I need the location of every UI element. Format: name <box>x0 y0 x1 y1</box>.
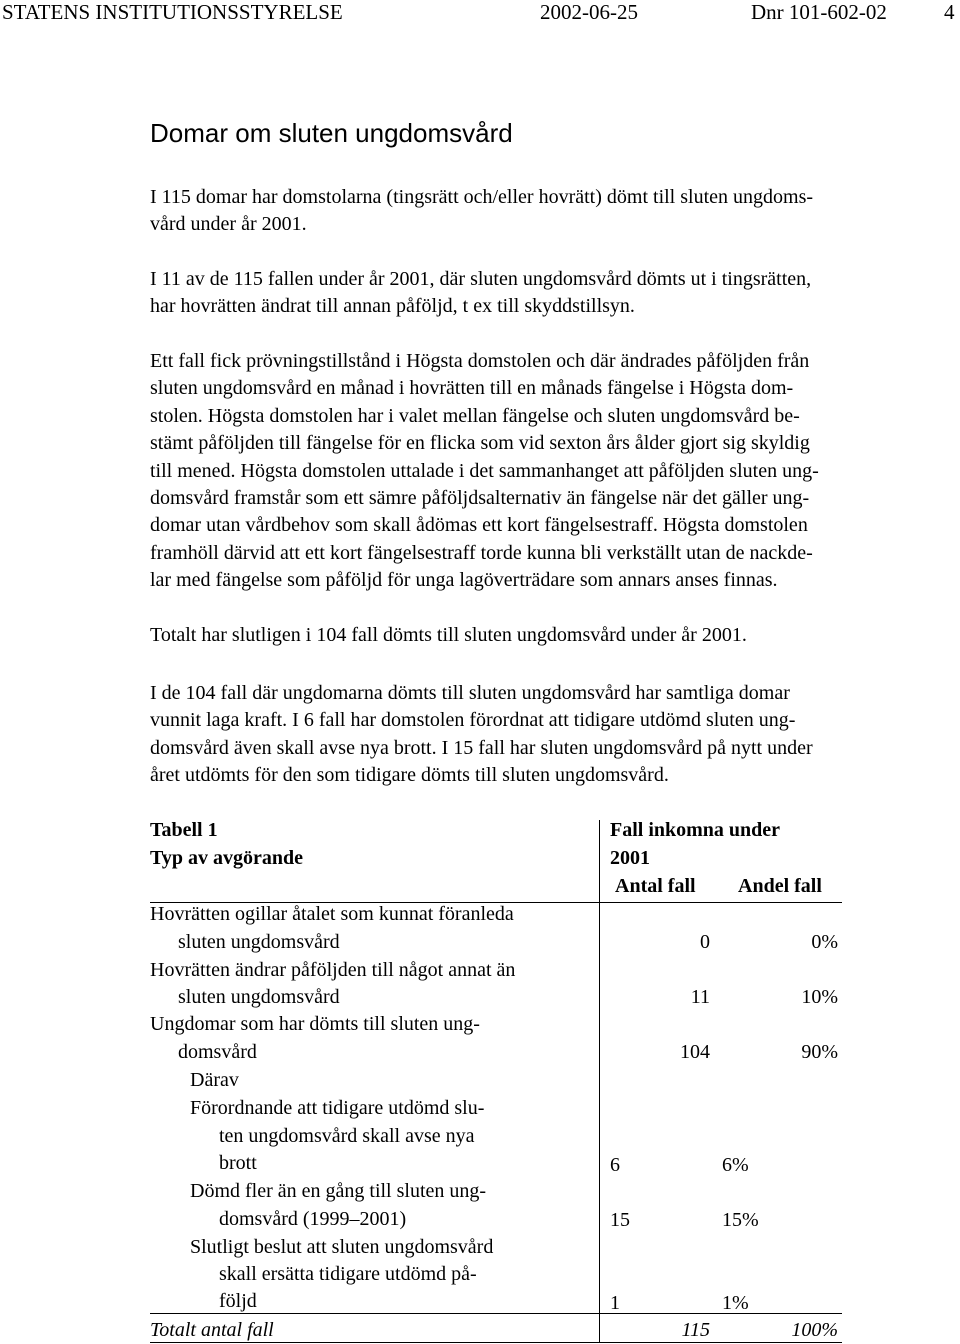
paragraph-line: stolen. Högsta domstolen har i valet mellan fängelse och sluten ungdomsvård be- <box>150 404 800 427</box>
header-date: 2002-06-25 <box>540 0 638 24</box>
table-row-label: skall ersätta tidigare utdömd på- <box>219 1263 477 1285</box>
table-row-label: sluten ungdomsvård <box>178 986 340 1008</box>
page-header <box>0 0 960 24</box>
table-group-header-year: 2001 <box>610 847 650 869</box>
paragraph-line: I de 104 fall där ungdomarna dömts till sluten ungdomsvård har samtliga domar <box>150 682 790 704</box>
paragraph-line: har hovrätten ändrat till annan påföljd, t ex till skyddstillsyn. <box>150 295 635 318</box>
paragraph-line: sluten ungdomsvård en månad i hovrätten till en månads fängelse i Högsta dom- <box>150 377 794 400</box>
table-caption: Tabell 1 <box>150 819 218 841</box>
paragraph-1 <box>150 184 950 239</box>
header-organization: STATENS INSTITUTIONSSTYRELSE <box>2 0 343 24</box>
table-row-label: Hovrätten ändrar påföljden till något annat än <box>150 959 516 981</box>
table-row-label: sluten ungdomsvård <box>178 931 340 953</box>
table-cell-count: 15 <box>610 1209 630 1231</box>
table-cell-count: 104 <box>680 1041 710 1063</box>
paragraph-3 <box>150 348 950 595</box>
table-group-header: Fall inkomna under <box>610 819 781 841</box>
paragraph-line: stämt påföljden till fängelse för en flicka som vid sexton års ålder gjort sig skyldig <box>150 432 810 455</box>
paragraph-line: Totalt har slutligen i 104 fall dömts till sluten ungdomsvård under år 2001. <box>150 624 747 646</box>
paragraph-line: vård under år 2001. <box>150 213 307 236</box>
table-total-count: 115 <box>681 1319 710 1341</box>
paragraph-line: domsvård framstår som ett sämre påföljdsalternativ än fängelse när det gäller ung- <box>150 487 810 510</box>
section-title: Domar om sluten ungdomsvård <box>150 118 513 148</box>
table-row-label: brott <box>219 1152 257 1174</box>
table-cell-count: 6 <box>610 1154 620 1176</box>
paragraph-line: lar med fängelse som påföljd för unga lagöverträdare som annars anses finnas. <box>150 569 778 592</box>
table-row-label: Dömd fler än en gång till sluten ung- <box>190 1180 487 1202</box>
paragraph-line: Ett fall fick prövningstillstånd i Högsta domstolen och där ändrades påföljden från <box>150 350 810 372</box>
paragraph-5 <box>150 680 950 790</box>
paragraph-line: I 11 av de 115 fallen under år 2001, där sluten ungdomsvård dömts ut i tingsrätten, <box>150 268 812 290</box>
table-total-label: Totalt antal fall <box>150 1319 274 1341</box>
paragraph-2 <box>150 266 950 321</box>
table-row-label: Slutligt beslut att sluten ungdomsvård <box>190 1236 494 1258</box>
table-row-header: Typ av avgörande <box>150 847 303 869</box>
paragraph-4 <box>150 622 950 649</box>
statistics-table <box>150 818 850 1344</box>
table-row-label: ten ungdomsvård skall avse nya <box>219 1125 475 1147</box>
table-cell-share: 0% <box>811 931 838 953</box>
table-row-label: Hovrätten ogillar åtalet som kunnat föranleda <box>150 903 514 925</box>
table-column-divider <box>599 820 600 1342</box>
table-total-share: 100% <box>791 1319 838 1341</box>
header-page-number: 4 <box>944 0 955 24</box>
paragraph-line: till mened. Högsta domstolen uttalade i det sammanhanget att påföljden sluten ung- <box>150 459 819 482</box>
table-cell-share: 90% <box>801 1041 838 1063</box>
table-cell-share: 6% <box>722 1154 749 1176</box>
header-dnr: Dnr 101-602-02 <box>751 0 887 24</box>
paragraph-line: vunnit laga kraft. I 6 fall har domstolen förordnat att tidigare utdömd sluten ung- <box>150 709 796 732</box>
paragraph-line: framhöll därvid att ett kort fängelsestraff torde kunna bli verkställt utan de nackde- <box>150 541 813 564</box>
table-cell-share: 1% <box>722 1292 749 1314</box>
table-bottom-rule <box>150 1342 842 1343</box>
table-row-label: följd <box>219 1290 257 1312</box>
table-row-label: Därav <box>190 1069 239 1091</box>
table-cell-share: 10% <box>801 986 838 1008</box>
table-cell-count: 11 <box>690 986 710 1008</box>
table-cell-count: 0 <box>700 931 710 953</box>
table-cell-count: 1 <box>610 1292 620 1314</box>
table-row-label: domsvård <box>178 1041 257 1063</box>
table-cell-share: 15% <box>722 1209 759 1231</box>
table-row-label: Förordnande att tidigare utdömd slu- <box>190 1097 485 1119</box>
paragraph-line: året utdömts för den som tidigare dömts till sluten ungdomsvård. <box>150 764 669 787</box>
paragraph-line: I 115 domar har domstolarna (tingsrätt och/eller hovrätt) dömt till sluten ungdoms- <box>150 186 814 208</box>
table-row-label: Ungdomar som har dömts till sluten ung- <box>150 1013 480 1035</box>
table-row-label: domsvård (1999–2001) <box>219 1208 407 1230</box>
paragraph-line: domsvård även skall avse nya brott. I 15 fall har sluten ungdomsvård på nytt under <box>150 736 813 759</box>
column-header-share: Andel fall <box>738 875 822 897</box>
paragraph-line: domar utan vårdbehov som skall ådömas ett kort fängelsestraff. Högsta domstolen <box>150 514 808 537</box>
column-header-count: Antal fall <box>615 875 696 897</box>
